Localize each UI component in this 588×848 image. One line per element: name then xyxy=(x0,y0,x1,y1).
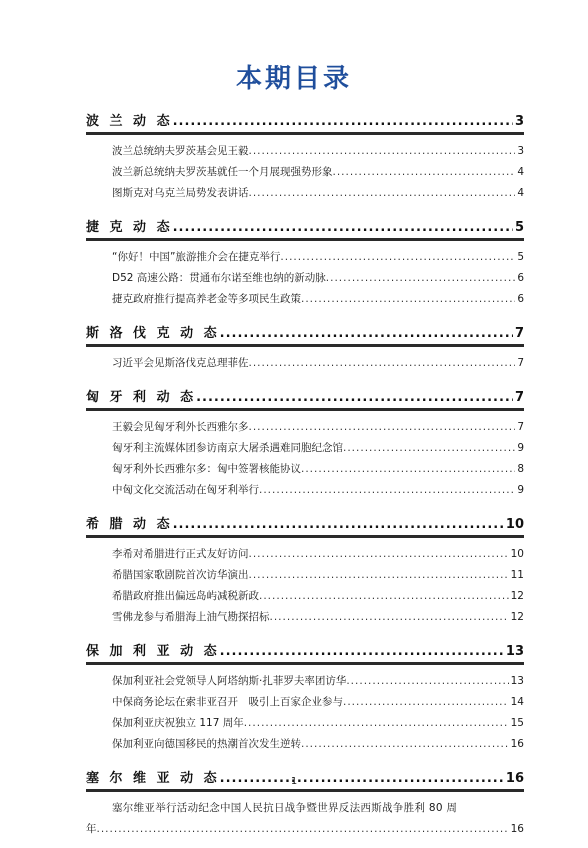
entry-page: 3 xyxy=(517,145,524,157)
entry-page: 7 xyxy=(517,357,524,369)
page-number: 1 xyxy=(290,776,298,787)
entry-title: 图斯克对乌克兰局势发表讲话 xyxy=(112,187,249,199)
section-heading[interactable] xyxy=(86,216,524,238)
toc-entry[interactable] xyxy=(112,419,524,440)
section-page: 3 xyxy=(514,114,524,129)
entry-title: D52 高速公路：贯通布尔诺至维也纳的新动脉 xyxy=(112,272,326,284)
toc-entry[interactable] xyxy=(112,736,524,757)
entry-title: 匈牙利外长西雅尔多：匈中签署核能协议 xyxy=(112,463,301,475)
entry-title: 波兰总统纳夫罗茨基会见王毅 xyxy=(112,145,249,157)
section-title: 斯 洛 伐 克 动 态 xyxy=(86,326,220,341)
entry-title: 中保商务论坛在索非亚召开 吸引上百家企业参与 xyxy=(112,696,343,708)
section-page: 7 xyxy=(514,390,524,405)
leader-dots xyxy=(333,166,516,178)
toc-entry[interactable] xyxy=(112,461,524,482)
toc-entry[interactable] xyxy=(112,567,524,588)
entry-title: 希腊国家歌剧院首次访华演出 xyxy=(112,569,249,581)
toc-entry[interactable] xyxy=(112,588,524,609)
section-items xyxy=(86,546,524,630)
section-rule xyxy=(86,535,524,538)
toc-entry[interactable] xyxy=(112,440,524,461)
toc-entry[interactable] xyxy=(112,270,524,291)
toc-section xyxy=(86,386,524,509)
leader-dots xyxy=(173,114,513,129)
leader-dots xyxy=(249,357,516,369)
toc-entry[interactable] xyxy=(112,694,524,715)
entry-page: 15 xyxy=(510,717,524,729)
entry-title: 习近平会见斯洛伐克总理菲佐 xyxy=(112,357,249,369)
leader-dots xyxy=(326,272,516,284)
section-items xyxy=(86,355,524,376)
toc-entry[interactable] xyxy=(112,609,524,630)
toc-section xyxy=(86,640,524,763)
entry-page: 9 xyxy=(517,484,524,496)
entry-page: 4 xyxy=(517,166,524,178)
toc-entry[interactable] xyxy=(112,715,524,736)
table-of-contents xyxy=(86,106,524,848)
leader-dots xyxy=(301,463,515,475)
toc-entry[interactable] xyxy=(112,482,524,503)
section-items xyxy=(86,419,524,503)
entry-title: 匈牙利主流媒体团参访南京大屠杀遇难同胞纪念馆 xyxy=(112,442,343,454)
toc-entry[interactable] xyxy=(112,164,524,185)
section-rule xyxy=(86,132,524,135)
toc-entry[interactable] xyxy=(112,291,524,312)
section-title: 保 加 利 亚 动 态 xyxy=(86,644,220,659)
toc-entry[interactable] xyxy=(112,673,524,694)
section-title: 波 兰 动 态 xyxy=(86,114,173,129)
leader-dots xyxy=(280,251,515,263)
section-items xyxy=(86,800,524,842)
section-page: 7 xyxy=(514,326,524,341)
entry-page: 6 xyxy=(517,293,524,305)
leader-dots xyxy=(270,611,509,623)
entry-title: 王毅会见匈牙利外长西雅尔多 xyxy=(112,421,249,433)
toc-section xyxy=(86,216,524,318)
leader-dots xyxy=(259,484,515,496)
section-heading[interactable] xyxy=(86,640,524,662)
section-title: 捷 克 动 态 xyxy=(86,220,173,235)
leader-dots xyxy=(343,442,515,454)
entry-page: 6 xyxy=(517,272,524,284)
section-page: 5 xyxy=(514,220,524,235)
section-heading[interactable] xyxy=(86,513,524,535)
toc-entry[interactable] xyxy=(112,185,524,206)
section-page: 13 xyxy=(505,644,524,659)
section-page: 10 xyxy=(505,517,524,532)
section-heading[interactable] xyxy=(86,322,524,344)
entry-page: 11 xyxy=(510,569,524,581)
leader-dots xyxy=(259,590,509,602)
page-title: 本期目录 xyxy=(235,64,352,94)
section-items xyxy=(86,249,524,312)
leader-dots xyxy=(343,696,509,708)
entry-title: “你好！中国”旅游推介会在捷克举行 xyxy=(112,251,281,263)
entry-title: 波兰新总统纳夫罗茨基就任一个月展现强势形象 xyxy=(112,166,333,178)
section-title: 匈 牙 利 动 态 xyxy=(86,390,197,405)
toc-entry[interactable] xyxy=(112,143,524,164)
section-page: 16 xyxy=(505,771,524,786)
entry-title: 捷克政府推行提高养老金等多项民生政策 xyxy=(112,293,301,305)
toc-entry[interactable] xyxy=(86,800,524,842)
section-rule xyxy=(86,789,524,792)
section-rule xyxy=(86,238,524,241)
section-title: 塞 尔 维 亚 动 态 xyxy=(86,771,220,786)
entry-title: 中匈文化交流活动在匈牙利举行 xyxy=(112,484,259,496)
leader-dots xyxy=(249,569,509,581)
entry-title-continued: 年 xyxy=(86,823,97,835)
entry-page: 12 xyxy=(510,590,524,602)
leader-dots xyxy=(301,293,515,305)
leader-dots xyxy=(346,675,508,687)
entry-title: 李希对希腊进行正式友好访问 xyxy=(112,548,249,560)
leader-dots xyxy=(173,517,504,532)
entry-page: 16 xyxy=(510,738,524,750)
section-rule xyxy=(86,662,524,665)
leader-dots xyxy=(249,548,509,560)
entry-page: 9 xyxy=(517,442,524,454)
entry-page: 5 xyxy=(517,251,524,263)
section-heading[interactable] xyxy=(86,110,524,132)
entry-title: 希腊政府推出偏远岛屿减税新政 xyxy=(112,590,259,602)
toc-entry[interactable] xyxy=(112,546,524,567)
toc-entry[interactable] xyxy=(112,249,524,270)
entry-title: 保加利亚庆祝独立 117 周年 xyxy=(112,717,244,729)
section-heading[interactable] xyxy=(86,386,524,408)
entry-title: 雪佛龙参与希腊海上油气勘探招标 xyxy=(112,611,270,623)
entry-page: 7 xyxy=(517,421,524,433)
section-rule xyxy=(86,408,524,411)
toc-entry[interactable] xyxy=(112,355,524,376)
entry-page: 14 xyxy=(510,696,524,708)
leader-dots xyxy=(196,390,513,405)
leader-dots xyxy=(220,644,504,659)
entry-page: 13 xyxy=(510,675,524,687)
entry-page: 4 xyxy=(517,187,524,199)
leader-dots xyxy=(301,738,509,750)
entry-title: 保加利亚向德国移民的热潮首次发生逆转 xyxy=(112,738,301,750)
section-title: 希 腊 动 态 xyxy=(86,517,173,532)
entry-title: 保加利亚社会党领导人阿塔纳斯·扎菲罗夫率团访华 xyxy=(112,675,347,687)
entry-page: 10 xyxy=(510,548,524,560)
entry-page: 12 xyxy=(510,611,524,623)
leader-dots xyxy=(220,326,513,341)
entry-page: 16 xyxy=(510,823,524,835)
toc-section xyxy=(86,322,524,382)
section-items xyxy=(86,143,524,206)
leader-dots xyxy=(249,421,516,433)
leader-dots xyxy=(97,823,509,835)
section-rule xyxy=(86,344,524,347)
leader-dots xyxy=(173,220,513,235)
section-items xyxy=(86,673,524,757)
entry-page: 8 xyxy=(517,463,524,475)
entry-title: 塞尔维亚举行活动纪念中国人民抗日战争暨世界反法西斯战争胜利 80 周 xyxy=(112,802,458,814)
toc-section xyxy=(86,110,524,212)
toc-section xyxy=(86,513,524,636)
leader-dots xyxy=(244,717,509,729)
leader-dots xyxy=(249,145,516,157)
leader-dots xyxy=(249,187,516,199)
